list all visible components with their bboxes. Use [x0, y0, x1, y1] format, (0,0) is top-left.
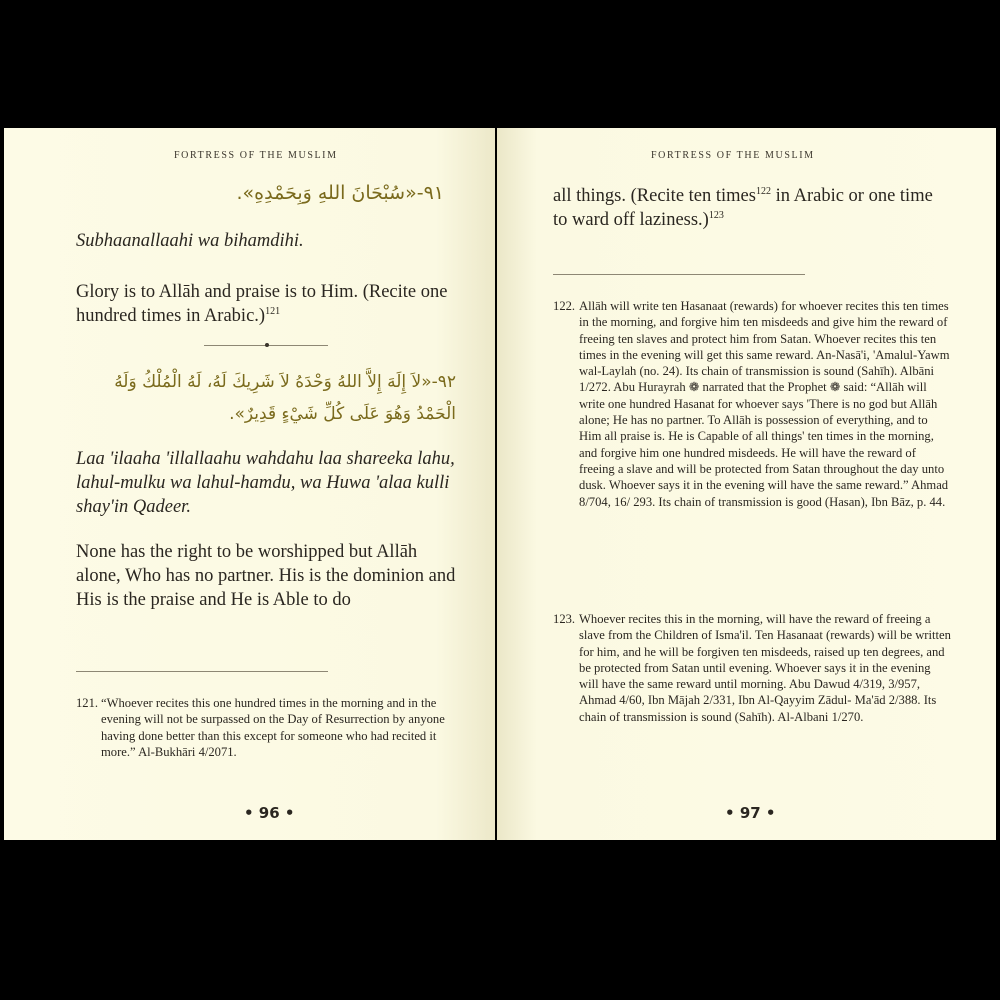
transliteration-91: Subhaanallaahi wa bihamdihi. — [76, 231, 304, 251]
footnote-121 — [76, 695, 468, 760]
footnote-divider — [76, 671, 328, 672]
right-page — [497, 128, 996, 840]
footnote-ref-123: 123 — [708, 209, 724, 221]
arabic-supplication-92-line1: ٩٢-«لاَ إِلَهَ إِلاَّ اللهُ وَحْدَهُ لاَ شَرِيكَ لَهُ، لَهُ الْمُلْكُ وَلَهُ — [114, 372, 456, 392]
arabic-supplication-92-line2: الْحَمْدُ وَهُوَ عَلَى كُلِّ شَيْءٍ قَدِيرٌ». — [229, 404, 456, 424]
footnote-121-number: 121. — [76, 696, 99, 710]
page-number: • 96 • — [244, 804, 295, 822]
arabic-supplication-91: ٩١-«سُبْحَانَ اللهِ وَبِحَمْدِهِ». — [236, 182, 444, 204]
continuation-text-b: in Arabic or one time to ward off laziness.) — [553, 186, 933, 230]
translation-92: None has the right to be worshipped but Allāh alone, Who has no partner. His is the dominion and His is the praise and He is Able to do — [76, 542, 456, 610]
footnote-123-text: Whoever recites this in the morning, will have the reward of freeing a slave from the Children of Isma'il. Ten Hasanaat (rewards) will be written for him, and he will be forgiven ten misdeeds, raised up ten degrees, and be protected from Satan until evening. Whoever says it in the evening will have the same reward until morning. Abu Dawud 4/319, 3/957, Ahmad 4/60, Ibn Mājah 2/331, Ibn Al-Qayyim Zādul- Ma'ād 2/388. Its chain of transmission is sound (Sahīh). Al-Albani 1/270. — [579, 612, 951, 724]
footnote-122-text: Allāh will write ten Hasanaat (rewards) for whoever recites this ten times in the morning, and forgive him ten misdeeds and give him the reward of freeing ten slaves and protect him from Satan. Whoever recites this ten times in the evening will get this same reward. An-Nasā'i, 'Amalul-Yawm wal-Laylah (no. 24). Its chain of transmission is sound (Sahīh). Albāni 1/272. Abu Hurayrah ❁ narrated that the Prophet ❁ said: “Allāh will write one hundred Hasanat for whoever says 'There is no god but Allāh alone; He has no partner. To Allāh is possession of everything, and to Him all praise is. He is Capable of all things' ten times in the morning, and forgive him one hundred misdeeds. He will have the reward of freeing a slave and will be protected from Satan throughout the day unto dusk. Whoever says it in the evening will have the same reward.” Ahmad 8/704, 16/ 293. Its chain of transmission is good (Hasan), Ibn Bāz, p. 44. — [579, 299, 950, 509]
divider-ornament — [265, 343, 269, 347]
page-number: • 97 • — [725, 804, 776, 822]
footnote-ref-121: 121 — [265, 305, 281, 317]
translation-92-continuation — [553, 184, 945, 232]
footnote-123-number: 123. — [553, 612, 576, 626]
continuation-text-a: all things. (Recite ten times — [553, 186, 756, 206]
running-head: FORTRESS OF THE MUSLIM — [651, 150, 815, 161]
translation-91 — [76, 280, 466, 328]
translation-91-text: Glory is to Allāh and praise is to Him. (Recite one hundred times in Arabic.) — [76, 282, 448, 326]
footnote-121-text: “Whoever recites this one hundred times in the morning and in the evening will not be surpassed on the Day of Resurrection by anyone having done better than this except for someone who had recited it more.” Al-Bukhāri 4/2071. — [101, 696, 445, 759]
footnote-123 — [553, 611, 953, 725]
footnote-divider — [553, 274, 805, 275]
footnote-122-number: 122. — [553, 299, 576, 313]
transliteration-92: Laa 'ilaaha 'illallaahu wahdahu laa shareeka lahu, lahul-mulku wa lahul-hamdu, wa Huwa 'alaa kulli shay'in Qadeer. — [76, 449, 455, 517]
open-book — [4, 128, 996, 840]
footnote-ref-122: 122 — [755, 185, 771, 197]
left-page — [4, 128, 495, 840]
footnote-122 — [553, 298, 953, 510]
running-head: FORTRESS OF THE MUSLIM — [174, 150, 338, 161]
